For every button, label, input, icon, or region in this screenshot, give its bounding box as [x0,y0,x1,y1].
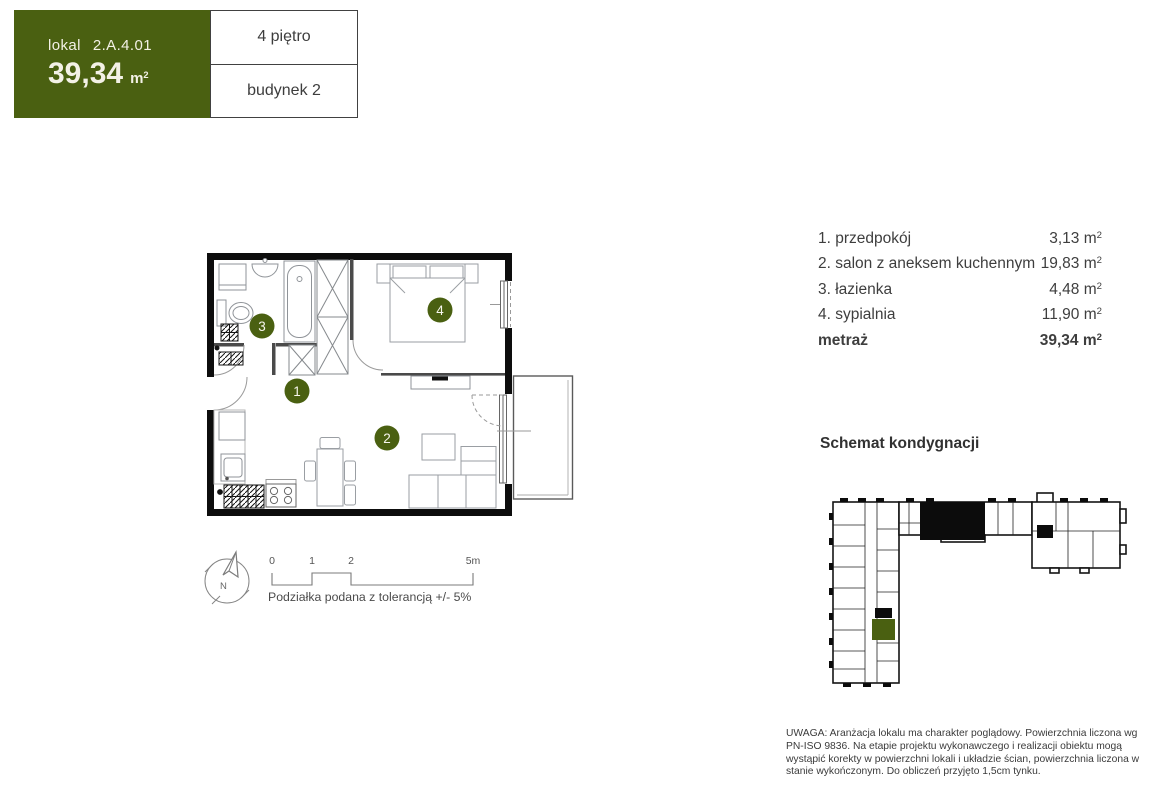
unit-area-line [48,57,210,91]
north-label: N [220,581,227,592]
total-area: 39,34 $m^2$ [1039,332,1102,350]
room-area: 4,48 $m^2$ [1049,280,1102,298]
marker-4: 4 [436,302,444,318]
room-area: 11,90 $m^2$ [1041,305,1102,323]
disclaimer-text: UWAGA: Aranżacja lokalu ma charakter poglądowy. Powierzchnia liczona wg PN-ISO 9836. Na etapie projektu wykonawczego i realizacji obiektu mogą wystąpić korekty w powierzchni lokali i układzie ścian, powierzchnia liczona w stanie wykończonym. Do obliczeń przyjęto 1,5cm tynku. [786,728,1140,778]
bedroom-window [490,281,511,328]
floorplan-drawing [200,248,578,522]
schematic-unit-highlight [872,619,895,640]
schemat-title: Schemat kondygnacji [820,435,980,452]
scale-tick-2: 2 [348,555,354,567]
marker-3: 3 [258,318,266,334]
room-name: 4. sypialnia [818,305,896,323]
scale-caption: Podziałka podana z tolerancją +/- 5% [268,590,472,604]
total-label: metraż [818,332,868,350]
floor-cell: 4 piętro [257,28,311,46]
floor-building-cells [210,10,358,118]
room-area: 19,83 $m^2$ [1040,255,1102,273]
unit-area-value: 39,34 [48,57,124,90]
room-name: 2. salon z aneksem kuchennym [818,255,1036,273]
room-area-list [818,230,1102,357]
unit-header-card [14,10,210,118]
floor-schematic-map [828,483,1140,698]
dining-table [305,438,356,507]
room-row-3 [818,281,1102,306]
bed [377,264,478,342]
marker-2: 2 [383,430,391,446]
balcony-outline [514,376,573,499]
compass-icon [196,549,260,611]
unit-area-unit: $m^2$ [130,70,149,87]
lokal-label: lokal [48,37,81,54]
total-area-row [818,332,1102,357]
room-row-4 [818,306,1102,331]
room-row-1 [818,230,1102,255]
sofa-and-table [409,434,496,508]
marker-1: 1 [293,383,301,399]
tv-sideboard [411,376,470,389]
scale-tick-0: 0 [269,555,275,567]
scale-bar [258,551,490,591]
room-name: 3. łazienka [818,280,893,298]
unit-label-line [48,37,210,54]
scale-tick-1: 1 [309,555,315,567]
building-cell: budynek 2 [211,64,357,118]
scale-tick-5m: 5m [465,555,481,567]
kitchen-cabinets-hatched [218,485,264,508]
room-name: 1. przedpokój [818,230,912,247]
room-area: 3,13 $m^2$ [1049,230,1102,247]
room-row-2 [818,255,1102,280]
lokal-number: 2.A.4.01 [92,37,152,54]
